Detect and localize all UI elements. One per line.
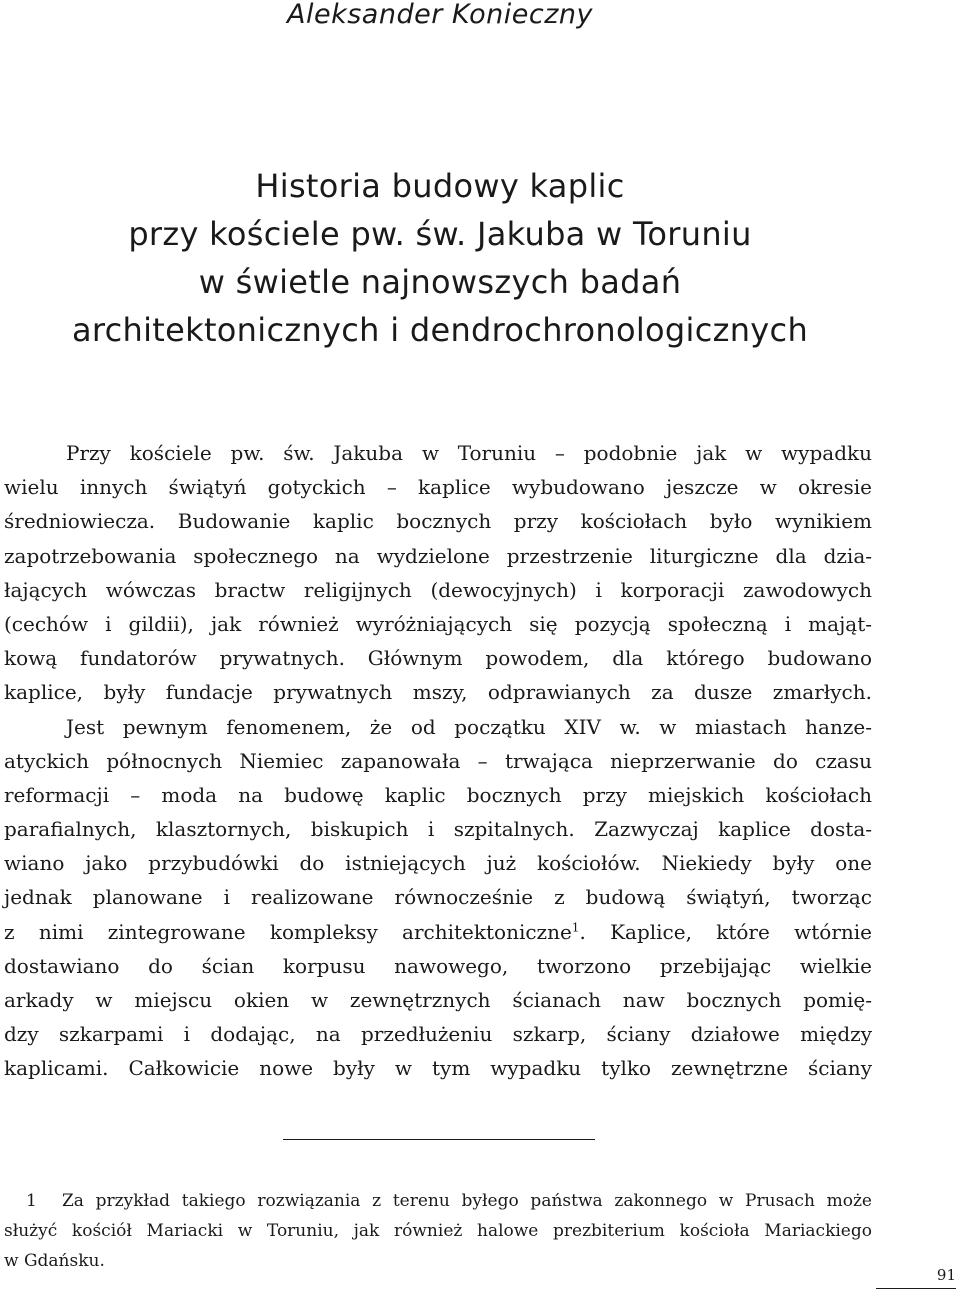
body-line: arkady w miejscu okien w zewnętrznych ścianach naw bocznych pomię- xyxy=(4,988,872,1012)
footnote-line xyxy=(4,1186,872,1216)
author-name: Aleksander Konieczny xyxy=(287,0,593,30)
body-line: zapotrzebowania społecznego na wydzielone przestrzenie liturgiczne dla dzia- xyxy=(4,543,872,568)
body-line: Przy kościele pw. św. Jakuba w Toruniu – podobnie jak w wypadku xyxy=(66,441,872,465)
body-line: wielu innych świątyń gotyckich – kaplice wybudowano jeszcze w okresie xyxy=(4,475,872,500)
body-paragraph xyxy=(4,436,872,1086)
title-line: w świetle najnowszych badań xyxy=(198,263,682,301)
title-line: przy kościele pw. św. Jakuba w Toruniu xyxy=(128,215,752,253)
body-line: atyckich północnych Niemiec zapanowała – trwająca nieprzerwanie do czasu xyxy=(4,748,872,773)
body-line: wiano jako przybudówki do istniejących już kościołów. Niekiedy były one xyxy=(4,851,872,876)
title-line: Historia budowy kaplic xyxy=(255,167,625,205)
body-line-head: z nimi zintegrowane kompleksy architektoniczne xyxy=(4,919,572,944)
footnote-line: służyć kościół Mariacki w Toruniu, jak również halowe prezbiterium kościoła Mariackiego xyxy=(4,1221,872,1241)
body-line: łających wówczas bractw religijnych (dewocyjnych) i korporacji zawodowych xyxy=(4,577,872,602)
article-title xyxy=(0,162,880,354)
body-line: kaplicami. Całkowicie nowe były w tym wypadku tylko zewnętrzne ściany xyxy=(4,1056,872,1081)
body-line: dostawiano do ścian korpusu nawowego, tworzono przebijając wielkie xyxy=(4,953,872,978)
footnote-marker: 1 xyxy=(26,1191,37,1211)
body-line: jednak planowane i realizowane równocześnie z budową świątyń, tworząc xyxy=(4,885,872,910)
footnote-line: w Gdańsku. xyxy=(4,1251,105,1271)
body-line: kową fundatorów prywatnych. Głównym powodem, dla którego budowano xyxy=(4,646,872,671)
body-line: reformacji – moda na budowę kaplic bocznych przy miejskich kościołach xyxy=(4,782,872,807)
footnote xyxy=(4,1186,872,1276)
body-line: parafialnych, klasztornych, biskupich i szpitalnych. Zazwyczaj kaplice dosta- xyxy=(4,817,872,842)
title-line: architektonicznych i dendrochronologicznych xyxy=(71,311,809,349)
body-line-tail: . Kaplice, które wtórnie xyxy=(579,919,872,944)
footnote-text: Za przykład takiego rozwiązania z terenu byłego państwa zakonnego w Prusach może xyxy=(62,1191,872,1211)
body-line: dzy szkarpami i dodając, na przedłużeniu szkarp, ściany działowe między xyxy=(4,1022,872,1047)
body-line: średniowiecza. Budowanie kaplic bocznych przy kościołach było wynikiem xyxy=(4,509,872,534)
footnote-reference[interactable]: 1 xyxy=(571,919,580,934)
body-line: kaplice, były fundacje prywatnych mszy, odprawianych za dusze zmarłych. xyxy=(4,680,872,705)
body-line: (cechów i gildii), jak również wyróżniających się pozycją społeczną i mająt- xyxy=(4,611,872,636)
page-number: 91 xyxy=(876,1266,956,1289)
body-line-with-footnote xyxy=(4,915,872,949)
body-line: Jest pewnym fenomenem, że od początku XIV w. w miastach hanze- xyxy=(66,714,872,739)
footnote-separator xyxy=(283,1139,595,1140)
